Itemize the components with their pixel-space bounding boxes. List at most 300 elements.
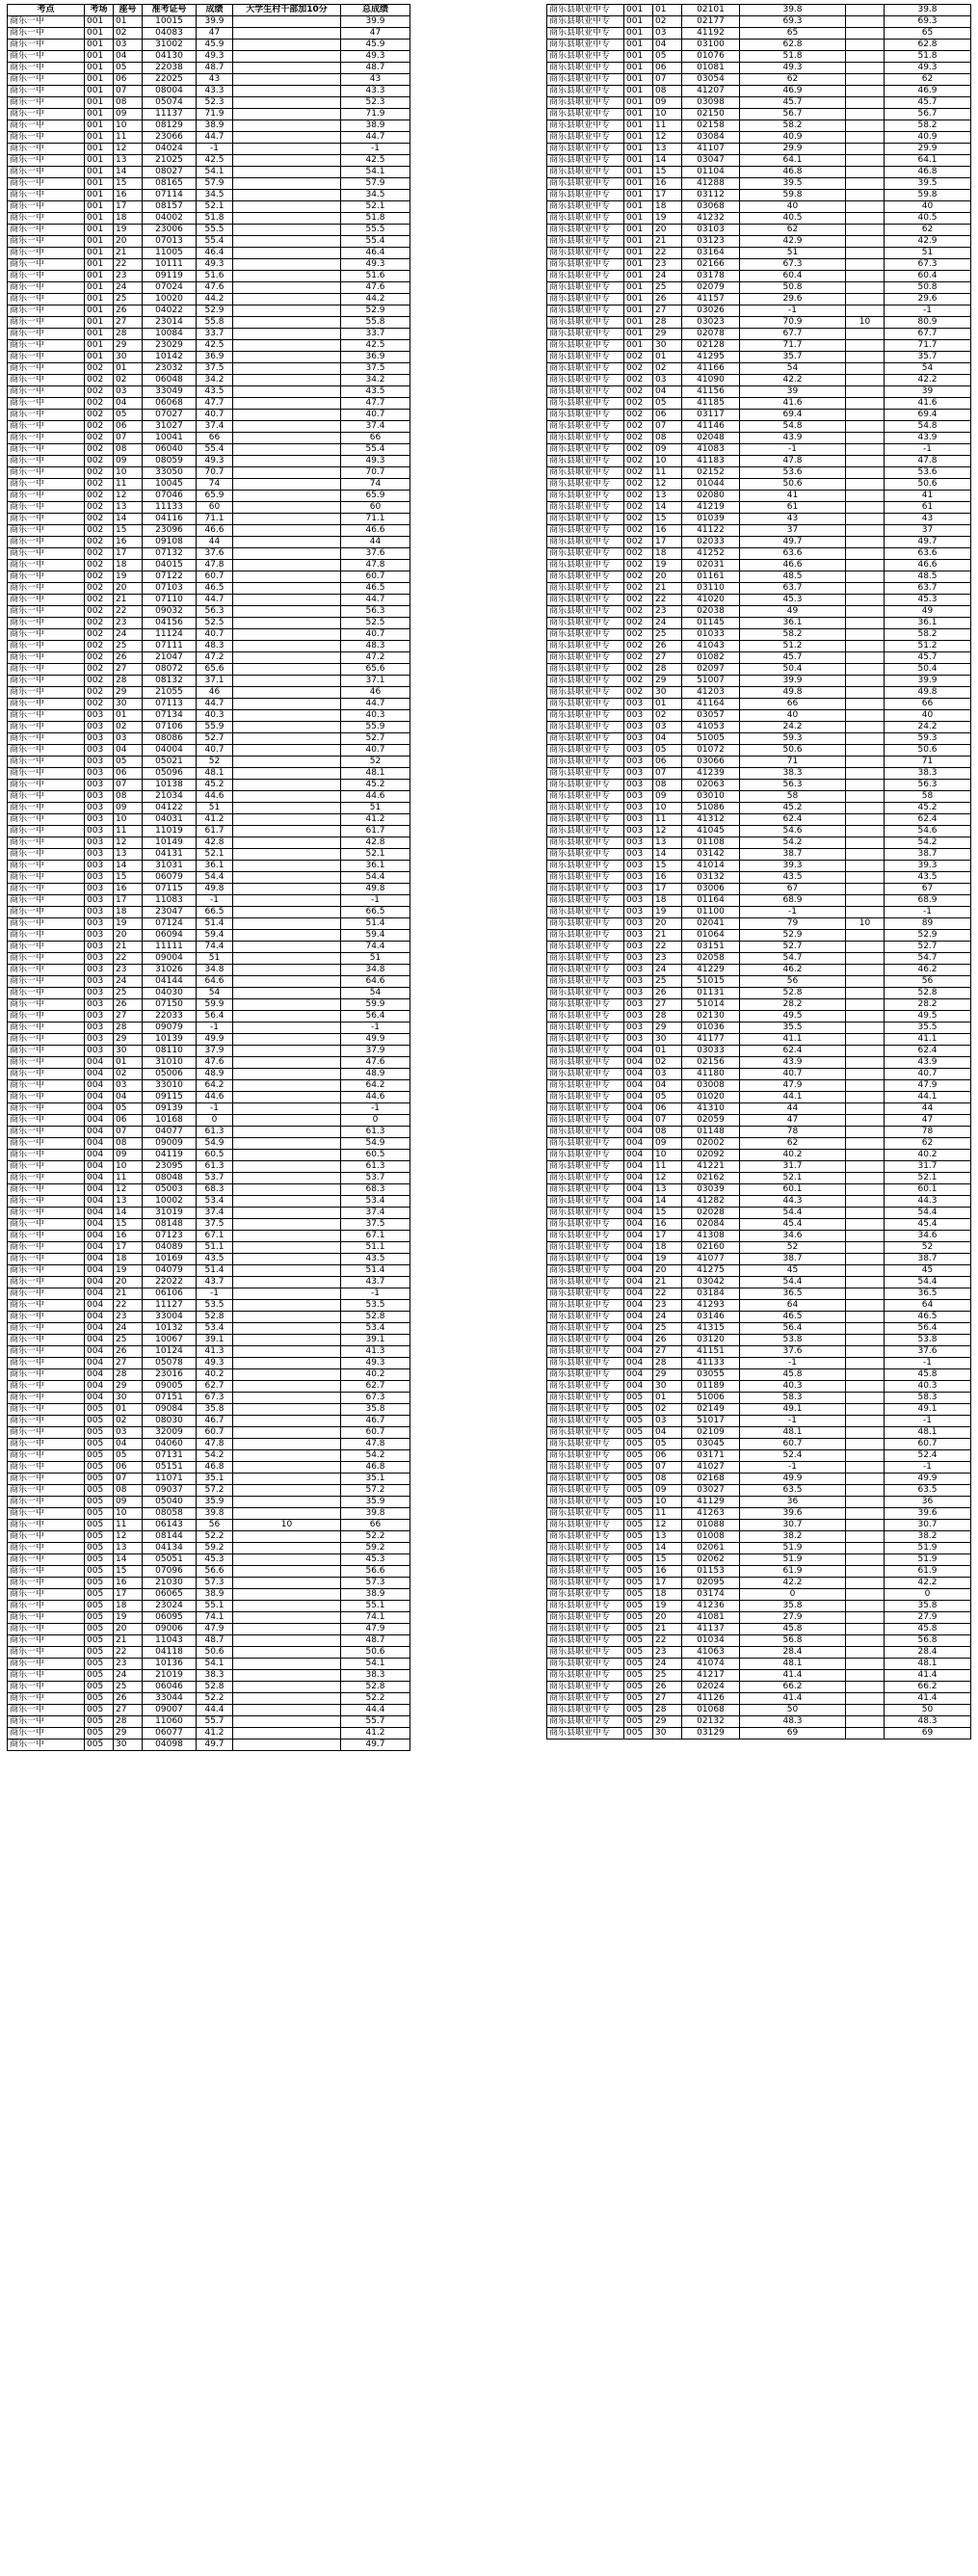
table-cell bbox=[846, 40, 885, 51]
table-cell: 002 bbox=[85, 664, 114, 676]
table-cell: 47.6 bbox=[341, 282, 410, 294]
table-cell: 56.4 bbox=[740, 1323, 846, 1335]
table-cell: 26 bbox=[114, 1693, 143, 1705]
table-cell: 49.8 bbox=[341, 884, 410, 895]
table-cell: 12 bbox=[114, 1184, 143, 1196]
table-cell: 53.6 bbox=[740, 467, 846, 479]
table-cell: 商乐一中 bbox=[8, 976, 85, 988]
table-cell: 商乐县职业中专 bbox=[547, 109, 624, 120]
table-cell: 004 bbox=[624, 1069, 653, 1080]
table-cell: 56 bbox=[197, 1520, 233, 1531]
table-cell: 49.1 bbox=[885, 1404, 971, 1416]
table-cell: 003 bbox=[85, 768, 114, 780]
table-cell: 商乐县职业中专 bbox=[547, 1381, 624, 1393]
table-cell: 04 bbox=[114, 1439, 143, 1450]
table-cell: 50.6 bbox=[885, 479, 971, 491]
table-cell: 37.4 bbox=[341, 421, 410, 433]
table-cell bbox=[233, 1323, 341, 1335]
table-cell: 55.1 bbox=[341, 1601, 410, 1612]
table-cell bbox=[233, 525, 341, 537]
table-cell: 32009 bbox=[143, 1427, 197, 1439]
table-cell: 27 bbox=[653, 1693, 682, 1705]
table-cell: 07 bbox=[653, 1462, 682, 1474]
table-cell: 商乐一中 bbox=[8, 757, 85, 768]
table-cell: 商乐县职业中专 bbox=[547, 1439, 624, 1450]
table-cell: 商乐一中 bbox=[8, 571, 85, 583]
table-cell: 51.6 bbox=[197, 271, 233, 282]
table-cell: 45.2 bbox=[341, 780, 410, 791]
table-row bbox=[8, 1531, 410, 1543]
table-cell: 07096 bbox=[143, 1566, 197, 1578]
table-cell: 11083 bbox=[143, 895, 197, 907]
table-cell: 67.3 bbox=[341, 1393, 410, 1404]
table-cell: 06 bbox=[653, 410, 682, 421]
table-row bbox=[8, 479, 410, 491]
table-cell: 003 bbox=[624, 1022, 653, 1034]
table-cell: 商乐县职业中专 bbox=[547, 1531, 624, 1543]
table-row bbox=[8, 386, 410, 398]
table-cell bbox=[233, 294, 341, 305]
table-row bbox=[8, 895, 410, 907]
table-cell bbox=[233, 410, 341, 421]
table-cell: 52.3 bbox=[341, 97, 410, 109]
table-cell: 16 bbox=[114, 1578, 143, 1589]
table-cell bbox=[233, 1219, 341, 1231]
table-cell: 30 bbox=[653, 1728, 682, 1739]
table-cell: 07134 bbox=[143, 710, 197, 722]
table-cell bbox=[846, 167, 885, 178]
table-cell: 55.5 bbox=[197, 225, 233, 236]
table-cell bbox=[233, 884, 341, 895]
table-cell bbox=[233, 1080, 341, 1092]
table-cell: 45.9 bbox=[341, 40, 410, 51]
table-cell: 001 bbox=[624, 120, 653, 132]
table-cell: 23 bbox=[653, 1300, 682, 1312]
table-row bbox=[8, 16, 410, 28]
table-row bbox=[547, 236, 971, 248]
table-cell bbox=[233, 953, 341, 965]
table-cell: 03 bbox=[114, 386, 143, 398]
table-cell bbox=[233, 988, 341, 999]
table-cell: 03112 bbox=[682, 190, 740, 201]
table-cell: 52 bbox=[740, 1242, 846, 1254]
table-cell: 51.9 bbox=[740, 1543, 846, 1554]
table-cell: 40.7 bbox=[341, 745, 410, 757]
table-cell: 03 bbox=[653, 722, 682, 733]
table-cell bbox=[846, 930, 885, 942]
table-row bbox=[8, 953, 410, 965]
table-cell: 44 bbox=[341, 537, 410, 548]
table-cell: 06106 bbox=[143, 1288, 197, 1300]
table-cell: 001 bbox=[85, 167, 114, 178]
table-cell: 41081 bbox=[682, 1612, 740, 1624]
table-cell: 商乐一中 bbox=[8, 1543, 85, 1554]
table-cell: 40.5 bbox=[740, 213, 846, 225]
table-cell bbox=[846, 5, 885, 16]
table-cell bbox=[846, 1716, 885, 1728]
table-cell: 07110 bbox=[143, 595, 197, 606]
table-cell: 商乐一中 bbox=[8, 317, 85, 329]
table-cell: 商乐县职业中专 bbox=[547, 676, 624, 687]
table-cell bbox=[233, 942, 341, 953]
header-exam-room: 考场 bbox=[85, 5, 114, 16]
table-cell bbox=[846, 1265, 885, 1277]
table-cell: 商乐县职业中专 bbox=[547, 1497, 624, 1508]
table-row bbox=[547, 1103, 971, 1115]
table-cell: 003 bbox=[85, 918, 114, 930]
table-cell bbox=[846, 375, 885, 386]
table-row bbox=[547, 629, 971, 641]
table-cell: 63.7 bbox=[885, 583, 971, 595]
table-cell: 商乐县职业中专 bbox=[547, 1589, 624, 1601]
table-cell: -1 bbox=[341, 1288, 410, 1300]
table-cell: 05 bbox=[114, 757, 143, 768]
table-cell: 41063 bbox=[682, 1647, 740, 1659]
table-cell bbox=[846, 1312, 885, 1323]
table-cell: 003 bbox=[624, 930, 653, 942]
table-cell bbox=[846, 1242, 885, 1254]
table-cell: 12 bbox=[653, 826, 682, 837]
table-cell: -1 bbox=[885, 1416, 971, 1427]
table-cell: 41315 bbox=[682, 1323, 740, 1335]
table-cell bbox=[233, 1635, 341, 1647]
table-cell bbox=[846, 479, 885, 491]
table-row bbox=[8, 340, 410, 352]
table-cell: 001 bbox=[85, 155, 114, 167]
table-cell: 37.9 bbox=[341, 1046, 410, 1057]
table-cell: 43 bbox=[740, 514, 846, 525]
table-cell: 41166 bbox=[682, 363, 740, 375]
table-cell: 商乐县职业中专 bbox=[547, 1046, 624, 1057]
table-cell: 001 bbox=[624, 282, 653, 294]
table-cell: 17 bbox=[114, 895, 143, 907]
table-cell: 03 bbox=[653, 1069, 682, 1080]
table-cell: 001 bbox=[624, 305, 653, 317]
table-cell bbox=[233, 803, 341, 814]
table-cell: 003 bbox=[624, 826, 653, 837]
table-cell: 商乐县职业中专 bbox=[547, 1358, 624, 1369]
table-cell: 39.9 bbox=[740, 676, 846, 687]
table-cell bbox=[233, 1254, 341, 1265]
table-cell: 60.4 bbox=[740, 271, 846, 282]
table-cell bbox=[233, 467, 341, 479]
table-cell: 004 bbox=[624, 1312, 653, 1323]
table-cell: 商乐一中 bbox=[8, 1242, 85, 1254]
table-cell bbox=[233, 1046, 341, 1057]
table-cell: 09 bbox=[114, 803, 143, 814]
table-cell: 10 bbox=[233, 1520, 341, 1531]
table-cell: 商乐一中 bbox=[8, 676, 85, 687]
table-cell: 07 bbox=[114, 86, 143, 97]
table-cell: 16 bbox=[653, 525, 682, 537]
table-row bbox=[547, 976, 971, 988]
table-cell: 01104 bbox=[682, 167, 740, 178]
table-cell: 49.8 bbox=[197, 884, 233, 895]
table-row bbox=[547, 548, 971, 560]
table-cell: 51.1 bbox=[341, 1242, 410, 1254]
table-cell: 001 bbox=[624, 16, 653, 28]
table-cell bbox=[233, 1312, 341, 1323]
table-cell: 商乐县职业中专 bbox=[547, 757, 624, 768]
table-cell: 29 bbox=[653, 1369, 682, 1381]
table-cell: 商乐县职业中专 bbox=[547, 1231, 624, 1242]
table-cell: 商乐县职业中专 bbox=[547, 837, 624, 849]
table-cell: 41.2 bbox=[341, 1728, 410, 1739]
table-cell: 002 bbox=[624, 641, 653, 652]
table-cell: 商乐一中 bbox=[8, 548, 85, 560]
table-cell: 30 bbox=[653, 1034, 682, 1046]
table-row bbox=[8, 1462, 410, 1474]
table-cell: 45.8 bbox=[740, 1369, 846, 1381]
table-cell: 商乐一中 bbox=[8, 1196, 85, 1208]
table-cell: 09119 bbox=[143, 271, 197, 282]
table-row bbox=[8, 1173, 410, 1184]
table-cell: 38.9 bbox=[341, 1589, 410, 1601]
table-cell: 商乐一中 bbox=[8, 1404, 85, 1416]
table-cell: 54.4 bbox=[740, 1208, 846, 1219]
table-cell: -1 bbox=[885, 1462, 971, 1474]
table-cell: 005 bbox=[624, 1554, 653, 1566]
table-cell: 35.7 bbox=[885, 352, 971, 363]
table-cell: 03027 bbox=[682, 1485, 740, 1497]
table-cell: 06 bbox=[114, 74, 143, 86]
table-cell bbox=[846, 884, 885, 895]
table-cell: 54.1 bbox=[341, 1659, 410, 1670]
table-cell: 67.3 bbox=[885, 259, 971, 271]
table-cell: 001 bbox=[85, 294, 114, 305]
table-cell: 03100 bbox=[682, 40, 740, 51]
table-cell: 商乐县职业中专 bbox=[547, 363, 624, 375]
table-row bbox=[8, 144, 410, 155]
table-cell: 39.8 bbox=[341, 1508, 410, 1520]
table-row bbox=[8, 606, 410, 618]
table-cell: 38.3 bbox=[197, 1670, 233, 1682]
table-cell: 43.7 bbox=[341, 1277, 410, 1288]
table-cell: 42.2 bbox=[740, 375, 846, 386]
table-row bbox=[547, 999, 971, 1011]
table-cell: 37.6 bbox=[740, 1346, 846, 1358]
table-cell: 51.4 bbox=[341, 1265, 410, 1277]
table-cell: 004 bbox=[624, 1358, 653, 1369]
table-cell: 41295 bbox=[682, 352, 740, 363]
table-cell bbox=[846, 144, 885, 155]
table-cell: 商乐县职业中专 bbox=[547, 988, 624, 999]
table-cell: 商乐一中 bbox=[8, 340, 85, 352]
table-row bbox=[547, 1601, 971, 1612]
table-cell: 商乐县职业中专 bbox=[547, 1254, 624, 1265]
table-cell: 商乐县职业中专 bbox=[547, 1103, 624, 1115]
table-cell: 02002 bbox=[682, 1138, 740, 1150]
table-row bbox=[8, 1254, 410, 1265]
table-cell: 33049 bbox=[143, 386, 197, 398]
table-cell bbox=[846, 1485, 885, 1497]
table-cell: 商乐县职业中专 bbox=[547, 5, 624, 16]
table-row bbox=[547, 282, 971, 294]
table-cell: 49.7 bbox=[885, 537, 971, 548]
table-cell: 005 bbox=[624, 1682, 653, 1693]
table-cell: 04083 bbox=[143, 28, 197, 40]
table-cell: 001 bbox=[624, 40, 653, 51]
table-row bbox=[547, 768, 971, 780]
table-cell: 002 bbox=[85, 560, 114, 571]
table-cell: 商乐一中 bbox=[8, 699, 85, 710]
table-cell: 43 bbox=[197, 74, 233, 86]
table-cell bbox=[233, 120, 341, 132]
table-cell: 13 bbox=[114, 1196, 143, 1208]
table-cell: 47 bbox=[197, 28, 233, 40]
table-cell bbox=[846, 1300, 885, 1312]
table-cell: 02080 bbox=[682, 491, 740, 502]
table-cell: 53.4 bbox=[197, 1196, 233, 1208]
table-cell: 44.6 bbox=[341, 791, 410, 803]
table-cell: 44.1 bbox=[740, 1092, 846, 1103]
table-cell: 41045 bbox=[682, 826, 740, 837]
table-cell: 11111 bbox=[143, 942, 197, 953]
table-cell bbox=[233, 16, 341, 28]
table-row bbox=[8, 814, 410, 826]
table-cell: -1 bbox=[740, 444, 846, 456]
table-cell: 35.7 bbox=[740, 352, 846, 363]
table-cell: 57.9 bbox=[341, 178, 410, 190]
table-cell: 23 bbox=[114, 965, 143, 976]
table-cell: 11005 bbox=[143, 248, 197, 259]
table-cell: 35.5 bbox=[740, 1022, 846, 1034]
table-row bbox=[547, 1335, 971, 1346]
table-cell: 002 bbox=[85, 491, 114, 502]
table-cell: 54.2 bbox=[341, 1450, 410, 1462]
table-cell bbox=[233, 1450, 341, 1462]
table-cell bbox=[846, 1450, 885, 1462]
table-cell: 04 bbox=[114, 398, 143, 410]
table-cell bbox=[233, 757, 341, 768]
table-cell: 69.3 bbox=[740, 16, 846, 28]
table-cell: 52.8 bbox=[341, 1682, 410, 1693]
table-row bbox=[547, 757, 971, 768]
table-cell: 02160 bbox=[682, 1242, 740, 1254]
table-cell: 24 bbox=[114, 1323, 143, 1335]
table-cell: 34.2 bbox=[197, 375, 233, 386]
table-cell: 005 bbox=[624, 1520, 653, 1531]
table-cell: 003 bbox=[624, 1011, 653, 1022]
table-cell bbox=[233, 849, 341, 861]
table-cell: 19 bbox=[653, 1254, 682, 1265]
table-cell bbox=[846, 1231, 885, 1242]
table-row bbox=[8, 1127, 410, 1138]
table-row bbox=[547, 826, 971, 837]
table-cell bbox=[233, 398, 341, 410]
table-cell: 54 bbox=[740, 363, 846, 375]
table-cell bbox=[846, 537, 885, 548]
table-cell: 02128 bbox=[682, 340, 740, 352]
table-cell: 005 bbox=[85, 1682, 114, 1693]
table-row bbox=[547, 942, 971, 953]
table-cell: 12 bbox=[653, 479, 682, 491]
table-row bbox=[8, 583, 410, 595]
table-cell: 004 bbox=[85, 1277, 114, 1288]
table-row bbox=[8, 1682, 410, 1693]
table-cell: 商乐一中 bbox=[8, 16, 85, 28]
table-cell: 商乐县职业中专 bbox=[547, 132, 624, 144]
table-cell: 04060 bbox=[143, 1439, 197, 1450]
table-row bbox=[8, 1034, 410, 1046]
table-cell: 004 bbox=[624, 1173, 653, 1184]
table-cell: 07131 bbox=[143, 1450, 197, 1462]
table-cell: 商乐一中 bbox=[8, 1254, 85, 1265]
table-cell: 38.3 bbox=[885, 768, 971, 780]
table-cell bbox=[233, 814, 341, 826]
table-cell: 商乐县职业中专 bbox=[547, 1242, 624, 1254]
table-cell bbox=[846, 976, 885, 988]
table-row bbox=[8, 213, 410, 225]
table-cell: 13 bbox=[653, 837, 682, 849]
table-cell: 48.1 bbox=[740, 1659, 846, 1670]
table-cell bbox=[233, 1057, 341, 1069]
table-cell: 002 bbox=[624, 421, 653, 433]
table-row bbox=[547, 1716, 971, 1728]
table-cell: 36.5 bbox=[740, 1288, 846, 1300]
table-row bbox=[547, 1543, 971, 1554]
table-cell bbox=[233, 780, 341, 791]
table-cell: 45.3 bbox=[197, 1554, 233, 1566]
table-cell: 003 bbox=[85, 722, 114, 733]
table-cell bbox=[846, 895, 885, 907]
table-cell: 51.9 bbox=[885, 1543, 971, 1554]
table-cell bbox=[233, 1138, 341, 1150]
table-row bbox=[547, 1693, 971, 1705]
table-cell: 37.4 bbox=[197, 421, 233, 433]
table-cell bbox=[233, 1659, 341, 1670]
table-cell: 58 bbox=[885, 791, 971, 803]
table-cell: 34.5 bbox=[341, 190, 410, 201]
table-cell: 004 bbox=[85, 1138, 114, 1150]
table-cell bbox=[846, 595, 885, 606]
table-cell: 商乐一中 bbox=[8, 1312, 85, 1323]
table-cell: 45.8 bbox=[740, 1624, 846, 1635]
table-cell: 41129 bbox=[682, 1497, 740, 1508]
table-cell: 07046 bbox=[143, 491, 197, 502]
table-cell: 002 bbox=[624, 491, 653, 502]
table-cell: 89 bbox=[885, 918, 971, 930]
table-cell: 001 bbox=[624, 144, 653, 155]
table-cell: 01020 bbox=[682, 1092, 740, 1103]
table-cell: 商乐县职业中专 bbox=[547, 28, 624, 40]
table-cell: 003 bbox=[624, 780, 653, 791]
table-row bbox=[547, 213, 971, 225]
table-cell: 66 bbox=[197, 433, 233, 444]
table-cell: 18 bbox=[653, 1589, 682, 1601]
table-cell: 002 bbox=[624, 514, 653, 525]
table-cell: 001 bbox=[85, 28, 114, 40]
table-row bbox=[547, 1208, 971, 1219]
table-cell: 004 bbox=[85, 1150, 114, 1161]
table-cell: 商乐一中 bbox=[8, 999, 85, 1011]
table-cell: 26 bbox=[114, 305, 143, 317]
table-cell: 25 bbox=[114, 294, 143, 305]
table-cell: 26 bbox=[114, 999, 143, 1011]
table-cell: 001 bbox=[85, 340, 114, 352]
table-cell: 003 bbox=[85, 733, 114, 745]
table-cell: 59.3 bbox=[740, 733, 846, 745]
table-cell: 55.9 bbox=[197, 722, 233, 733]
table-cell: 25 bbox=[114, 1682, 143, 1693]
table-body-right bbox=[547, 5, 971, 1739]
table-cell: 41 bbox=[885, 491, 971, 502]
table-cell: 02038 bbox=[682, 606, 740, 618]
table-cell: 0 bbox=[740, 1589, 846, 1601]
table-cell bbox=[233, 976, 341, 988]
table-cell: 02 bbox=[653, 1404, 682, 1416]
table-row bbox=[547, 1127, 971, 1138]
